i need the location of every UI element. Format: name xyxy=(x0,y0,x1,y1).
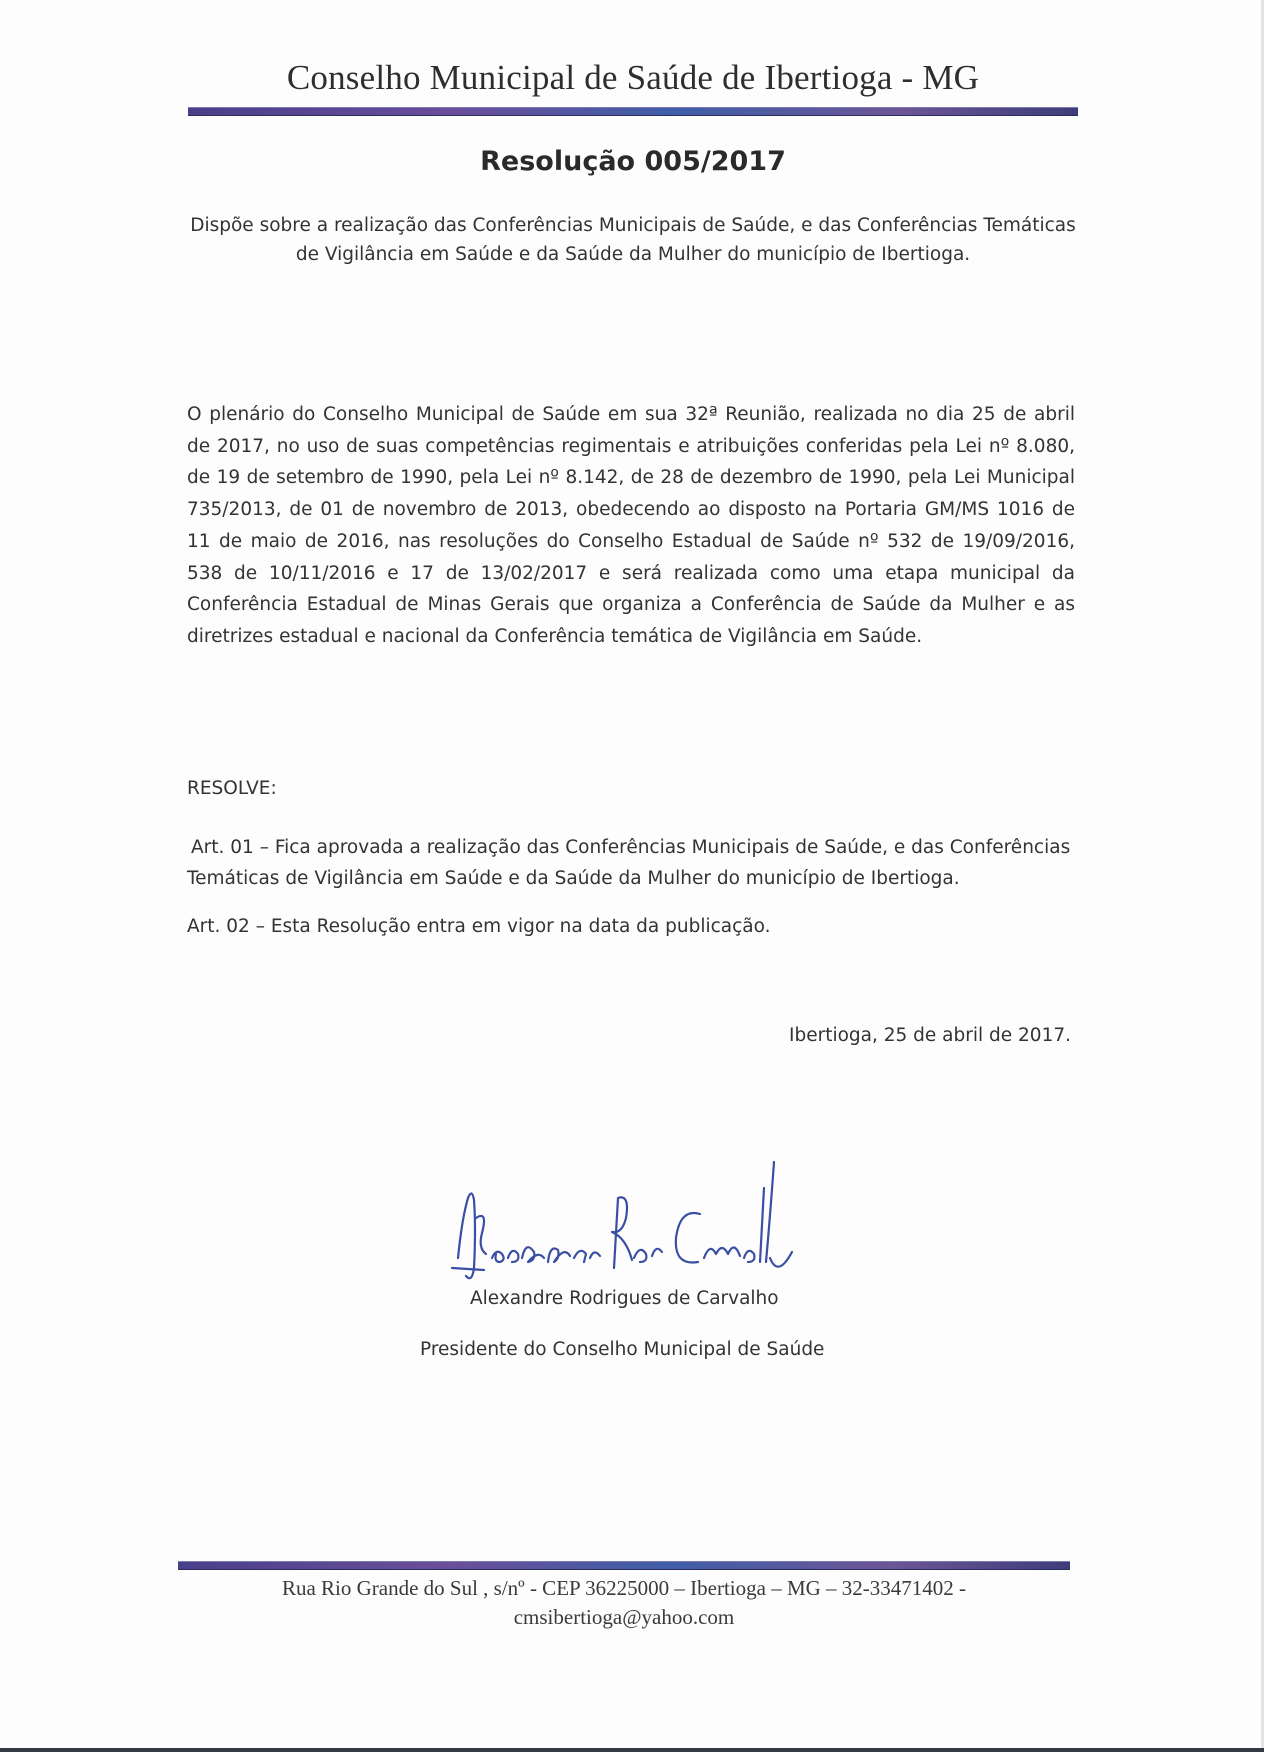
signer-role: Presidente do Conselho Municipal de Saúde xyxy=(420,1339,825,1360)
footer-line: Rua Rio Grande do Sul , s/nº - CEP 36225000 – Ibertioga – MG – 32-33471402 - xyxy=(281,1576,967,1600)
summary-line: de Vigilância em Saúde e da Saúde da Mulher do município de Ibertioga. xyxy=(295,244,971,265)
preamble-paragraph: O plenário do Conselho Municipal de Saúde em sua 32ª Reunião, realizada no dia 25 de abril de 2017, no uso de suas competências regimentais e atribuições conferidas pela Lei nº 8.080, de 19 de setembro de 1990, pela Lei nº 8.142, de 28 de dezembro de 1990, pela Lei Municipal 735/2013, de 01 de novembro de 2013, obedecendo ao disposto na Portaria GM/MS 1016 de 11 de maio de 2016, nas resoluções do Conselho Estadual de Saúde nº 532 de 19/09/2016, 538 de 10/11/2016 e 17 de 13/02/2017 e será realizada como uma etapa municipal da Conferência Estadual de Minas Gerais que organiza a Conferência de Saúde da Mulher e as diretrizes estadual e nacional da Conferência temática de Vigilância em Saúde. xyxy=(187,404,1075,647)
resolution-title: Resolução 005/2017 xyxy=(480,146,786,177)
footer-divider xyxy=(178,1561,1070,1570)
signer-name: Alexandre Rodrigues de Carvalho xyxy=(470,1288,779,1309)
summary-line: Dispõe sobre a realização das Conferências Municipais de Saúde, e das Conferências Temáticas xyxy=(190,215,1076,236)
resolve-label: RESOLVE: xyxy=(187,778,277,799)
header-divider xyxy=(188,107,1078,116)
scan-edge xyxy=(0,1748,1264,1752)
handwritten-signature xyxy=(448,1158,828,1298)
footer-address xyxy=(178,1574,1070,1632)
council-header-title: Conselho Municipal de Saúde de Ibertioga - MG xyxy=(286,58,980,97)
footer-email: cmsibertioga@yahoo.com xyxy=(513,1605,735,1629)
article-line: Art. 01 – Fica aprovada a realização das Conferências Municipais de Saúde, e das Conferências xyxy=(191,837,1071,858)
article-02 xyxy=(187,916,1075,937)
date-line: Ibertioga, 25 de abril de 2017. xyxy=(789,1025,1071,1046)
article-line: Art. 02 – Esta Resolução entra em vigor na data da publicação. xyxy=(187,916,771,937)
article-01 xyxy=(187,832,1075,894)
resolution-summary xyxy=(188,211,1078,269)
article-line: Temáticas de Vigilância em Saúde e da Saúde da Mulher do município de Ibertioga. xyxy=(187,868,960,889)
